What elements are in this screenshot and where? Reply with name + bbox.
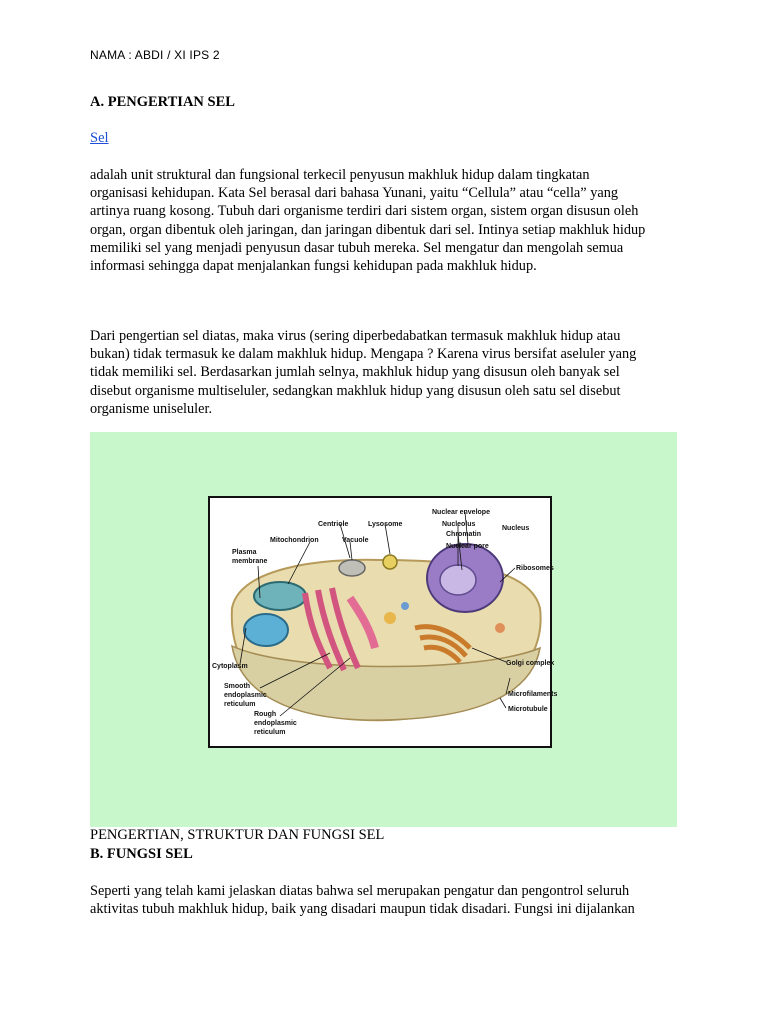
- text-line: organisasi kehidupan. Kata Sel berasal dari bahasa Yunani, yaitu “Cellula” atau “cella” yang: [90, 185, 618, 202]
- text-line: tidak memiliki sel. Berdasarkan jumlah selnya, makhluk hidup yang disusun oleh banyak sel: [90, 364, 620, 381]
- section-a-heading: A. PENGERTIAN SEL: [90, 94, 235, 110]
- label-plasma: Plasma: [232, 549, 257, 556]
- section-b-heading: B. FUNGSI SEL: [90, 846, 193, 862]
- label-nuclear-pore: Nuclear pore: [446, 543, 489, 550]
- mitochondrion-shape-2: [244, 614, 288, 646]
- paragraph-definition: [90, 166, 690, 275]
- label-lysosome: Lysosome: [368, 521, 403, 528]
- text-line: organisme uniseluler.: [90, 400, 213, 417]
- label-vacuole: Vacuole: [342, 537, 369, 544]
- text-line: Seperti yang telah kami jelaskan diatas bahwa sel merupakan pengatur dan pengontrol seluruh: [90, 883, 630, 899]
- text-line: aktivitas tubuh makhluk hidup, baik yang disadari maupun tidak disadari. Fungsi ini dijalankan: [90, 901, 635, 918]
- label-rough-reticulum: reticulum: [254, 729, 286, 736]
- label-smooth: Smooth: [224, 683, 251, 690]
- label-smooth-reticulum: reticulum: [224, 701, 256, 708]
- text-line: Dari pengertian sel diatas, maka virus (sering diperbedabatkan termasuk makhluk hidup atau: [90, 328, 621, 344]
- label-cytoplasm: Cytoplasm: [212, 663, 248, 670]
- student-name-line: NAMA : ABDI / XI IPS 2: [90, 48, 220, 62]
- organelle-dot: [401, 602, 409, 610]
- organelle-dot: [384, 612, 396, 624]
- label-chromatin: Chromatin: [446, 531, 481, 538]
- text-line: memiliki sel yang menjadi penyusun dasar tubuh mereka. Sel mengatur dan mengolah semua: [90, 239, 624, 256]
- text-line: bukan) tidak termasuk ke dalam makhluk hidup. Mengapa ? Karena virus bersifat aseluler yang: [90, 346, 637, 363]
- nucleolus-shape: [440, 565, 476, 595]
- label-golgi: Golgi complex: [506, 660, 555, 667]
- mitochondrion-shape: [254, 582, 306, 610]
- lysosome-shape: [383, 555, 397, 569]
- sel-link[interactable]: Sel: [90, 130, 109, 146]
- label-mitochondrion: Mitochondrion: [270, 537, 319, 544]
- label-nucleolus: Nucleolus: [442, 521, 476, 528]
- label-nuclear-envelope: Nuclear envelope: [432, 509, 490, 516]
- paragraph-virus: [90, 327, 690, 418]
- figure-caption: PENGERTIAN, STRUKTUR DAN FUNGSI SEL: [90, 827, 385, 843]
- text-line: artinya ruang kosong. Tubuh dari organisme terdiri dari sistem organ, sistem organ disusun oleh: [90, 203, 639, 220]
- text-line: organ, organ dibentuk oleh jaringan, dan jaringan dibentuk dari sel. Intinya setiap makhluk hidup: [90, 221, 646, 238]
- text-line: adalah unit struktural dan fungsional terkecil penyusun makhluk hidup dalam tingkatan: [90, 167, 590, 183]
- label-smooth-endoplasmic: endoplasmic: [224, 692, 267, 699]
- cell-diagram: [208, 496, 558, 748]
- text-line: disebut organisme multiseluler, sedangkan makhluk hidup yang disusun oleh satu sel disebut: [90, 382, 621, 399]
- label-nucleus: Nucleus: [502, 525, 530, 532]
- label-rough: Rough: [254, 711, 277, 718]
- label-membrane: membrane: [232, 558, 268, 565]
- label-ribosomes: Ribosomes: [516, 565, 554, 572]
- paragraph-function: [90, 882, 690, 918]
- label-microtubule: Microtubule: [508, 706, 548, 713]
- organelle-dot: [495, 623, 505, 633]
- vacuole-shape: [339, 560, 365, 576]
- label-rough-endoplasmic: endoplasmic: [254, 720, 297, 727]
- animal-cell-illustration: [210, 498, 558, 746]
- label-centriole: Centriole: [318, 521, 349, 528]
- text-line: informasi sehingga dapat menjalankan fungsi kehidupan pada makhluk hidup.: [90, 258, 537, 275]
- label-microfilaments: Microfilaments: [508, 691, 558, 698]
